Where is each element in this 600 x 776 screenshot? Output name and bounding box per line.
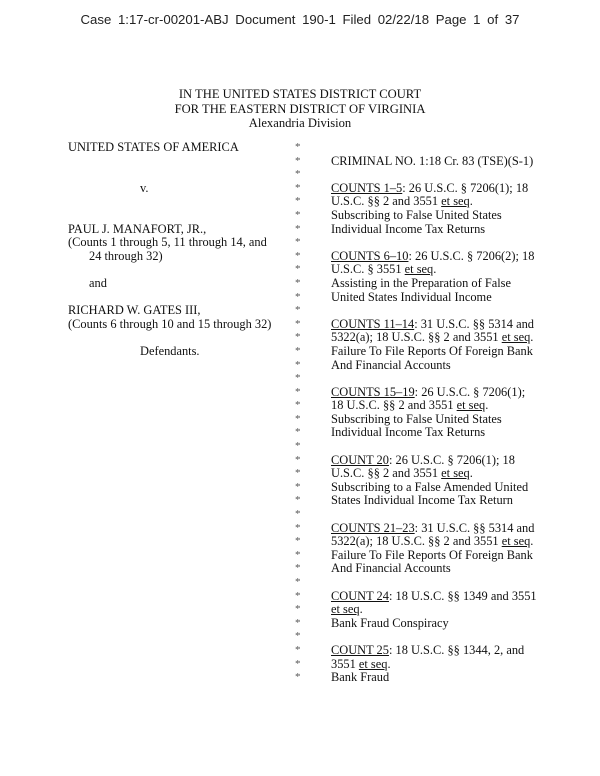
caption-row	[0, 236, 600, 250]
charge-segment: U.S.C. §§ 2 and 3551	[331, 194, 442, 209]
charge-segment: 5322(a); 18 U.S.C. §§ 2 and 3551	[331, 534, 502, 549]
caption-row	[0, 549, 600, 563]
party-text: 24 through 32)	[89, 248, 163, 263]
charge-text	[331, 263, 436, 277]
charge-segment: 5322(a); 18 U.S.C. §§ 2 and 3551	[331, 330, 502, 345]
caption-row	[0, 630, 600, 644]
charge-text	[331, 549, 533, 563]
caption-row	[0, 250, 600, 264]
charge-text	[331, 399, 488, 413]
asterisk-divider: *	[295, 616, 301, 629]
charge-text	[331, 291, 492, 305]
charge-text	[331, 250, 534, 264]
asterisk-divider: *	[295, 521, 301, 534]
asterisk-divider: *	[295, 290, 301, 303]
asterisk-divider: *	[295, 168, 301, 181]
charge-segment: 3551	[331, 656, 359, 671]
charge-segment: : 26 U.S.C. § 7206(1); 18	[388, 452, 515, 467]
underlined-citation: COUNT 24	[331, 588, 389, 603]
asterisk-divider: *	[295, 426, 301, 439]
charge-text	[331, 644, 524, 658]
charge-text	[331, 658, 391, 672]
charge-segment: Assisting in the Preparation of False	[331, 275, 511, 290]
underlined-citation: et seq	[331, 602, 360, 617]
asterisk-divider: *	[295, 589, 301, 602]
caption-row	[0, 671, 600, 685]
asterisk-divider: *	[295, 412, 301, 425]
charge-text	[331, 535, 533, 549]
asterisk-divider: *	[295, 548, 301, 561]
caption-row	[0, 413, 600, 427]
charge-segment: CRIMINAL NO. 1:18 Cr. 83 (TSE)(S-1)	[331, 153, 534, 168]
party-text: Defendants.	[140, 343, 200, 358]
charge-segment: Subscribing to a False Amended United	[331, 479, 529, 494]
charge-segment: 18 U.S.C. §§ 2 and 3551	[331, 398, 457, 413]
asterisk-divider: *	[295, 331, 301, 344]
charge-segment: .	[469, 194, 473, 209]
charge-text	[331, 494, 513, 508]
charge-text	[331, 386, 525, 400]
charge-segment: : 31 U.S.C. §§ 5314 and	[414, 520, 535, 535]
charge-text	[331, 182, 528, 196]
court-name: IN THE UNITED STATES DISTRICT COURT	[178, 87, 422, 101]
case-caption-table	[0, 141, 600, 685]
caption-row	[0, 304, 600, 318]
asterisk-divider: *	[295, 535, 301, 548]
court-district: FOR THE EASTERN DISTRICT OF VIRGINIA	[174, 101, 426, 116]
party-text: UNITED STATES OF AMERICA	[68, 140, 239, 154]
asterisk-divider: *	[295, 453, 301, 466]
charge-segment: And Financial Accounts	[331, 561, 451, 576]
caption-row	[0, 182, 600, 196]
underlined-citation: COUNTS 15–19	[331, 384, 415, 399]
asterisk-divider: *	[295, 643, 301, 656]
charge-text	[331, 562, 451, 576]
charge-text	[331, 522, 534, 536]
asterisk-divider: *	[295, 317, 301, 330]
asterisk-divider: *	[295, 372, 301, 385]
charge-segment: : 18 U.S.C. §§ 1344, 2, and	[388, 642, 525, 657]
underlined-citation: COUNT 25	[331, 642, 389, 657]
charge-segment: Individual Income Tax Returns	[331, 425, 486, 440]
asterisk-divider: *	[295, 249, 301, 262]
caption-row	[0, 399, 600, 413]
charge-text	[331, 413, 502, 427]
caption-row	[0, 590, 600, 604]
caption-row	[0, 168, 600, 182]
asterisk-divider: *	[295, 467, 301, 480]
asterisk-divider: *	[295, 154, 301, 167]
charge-segment: .	[469, 466, 473, 481]
charge-text	[331, 359, 451, 373]
asterisk-divider: *	[295, 195, 301, 208]
asterisk-divider: *	[295, 657, 301, 670]
underlined-citation: COUNT 20	[331, 452, 389, 467]
asterisk-divider: *	[295, 263, 301, 276]
caption-row	[0, 658, 600, 672]
charge-segment: .	[530, 534, 534, 549]
asterisk-divider: *	[295, 508, 301, 521]
asterisk-divider: *	[295, 385, 301, 398]
caption-row	[0, 562, 600, 576]
party-text: RICHARD W. GATES III,	[68, 303, 201, 318]
underlined-citation: et seq	[358, 656, 388, 671]
caption-row	[0, 440, 600, 454]
underlined-citation: et seq	[501, 330, 531, 345]
charge-segment: Individual Income Tax Returns	[331, 221, 486, 236]
caption-row	[0, 508, 600, 522]
charge-segment: United States Individual Income	[331, 289, 492, 304]
caption-row	[0, 318, 600, 332]
caption-row	[0, 155, 600, 169]
charge-text	[331, 426, 485, 440]
asterisk-divider: *	[295, 671, 301, 684]
charge-text	[331, 467, 473, 481]
asterisk-divider: *	[295, 304, 301, 317]
asterisk-divider: *	[295, 181, 301, 194]
caption-row	[0, 277, 600, 291]
charge-segment: And Financial Accounts	[331, 357, 451, 372]
caption-row	[0, 522, 600, 536]
charge-text	[331, 277, 511, 291]
asterisk-divider: *	[295, 236, 301, 249]
asterisk-divider: *	[295, 480, 301, 493]
caption-row	[0, 291, 600, 305]
caption-row	[0, 331, 600, 345]
charge-text	[331, 617, 449, 631]
underlined-citation: COUNTS 6–10	[331, 248, 409, 263]
underlined-citation: et seq	[501, 534, 531, 549]
charge-segment: : 26 U.S.C. § 7206(1);	[414, 384, 526, 399]
charge-segment: Subscribing to False United States	[331, 411, 502, 426]
caption-row	[0, 426, 600, 440]
charge-segment: .	[485, 398, 489, 413]
underlined-citation: et seq	[441, 194, 470, 209]
caption-row	[0, 617, 600, 631]
caption-row	[0, 372, 600, 386]
charge-text	[331, 671, 389, 685]
charge-segment: : 26 U.S.C. § 7206(1); 18	[402, 180, 529, 195]
charge-segment: U.S.C. § 3551	[331, 262, 405, 277]
court-division: Alexandria Division	[248, 116, 352, 130]
underlined-citation: et seq	[404, 262, 434, 277]
court-caption	[0, 87, 600, 131]
charge-segment: .	[387, 656, 391, 671]
asterisk-divider: *	[295, 576, 301, 588]
caption-row	[0, 386, 600, 400]
charge-segment: U.S.C. §§ 2 and 3551	[331, 466, 442, 481]
charge-segment: Subscribing to False United States	[331, 207, 502, 222]
charge-segment: Failure To File Reports Of Foreign Bank	[331, 547, 533, 562]
asterisk-divider: *	[295, 344, 301, 357]
charge-segment: Bank Fraud Conspiracy	[331, 615, 449, 630]
caption-row	[0, 223, 600, 237]
charge-text	[331, 603, 363, 617]
caption-row	[0, 576, 600, 590]
asterisk-divider: *	[295, 603, 301, 616]
charge-segment: .	[359, 602, 363, 617]
asterisk-divider: *	[295, 358, 301, 371]
asterisk-divider: *	[295, 222, 301, 235]
caption-row	[0, 644, 600, 658]
caption-row	[0, 345, 600, 359]
caption-row	[0, 454, 600, 468]
charge-segment: .	[530, 330, 534, 345]
underlined-citation: COUNTS 11–14	[331, 316, 415, 331]
charge-text	[331, 318, 534, 332]
charge-text	[331, 195, 473, 209]
asterisk-divider: *	[295, 494, 301, 507]
caption-row	[0, 603, 600, 617]
party-text: v.	[140, 180, 149, 195]
caption-row	[0, 209, 600, 223]
charge-segment: Bank Fraud	[331, 670, 390, 685]
party-text: (Counts 6 through 10 and 15 through 32)	[68, 316, 272, 331]
caption-row	[0, 494, 600, 508]
party-text: PAUL J. MANAFORT, JR.,	[68, 221, 207, 236]
charge-segment: States Individual Income Tax Return	[331, 493, 513, 508]
charge-segment: : 18 U.S.C. §§ 1349 and 3551	[388, 588, 537, 603]
caption-row	[0, 263, 600, 277]
caption-row	[0, 481, 600, 495]
charge-text	[331, 209, 502, 223]
asterisk-divider: *	[295, 141, 301, 153]
charge-text	[331, 155, 533, 169]
charge-text	[331, 331, 533, 345]
case-header: Case 1:17-cr-00201-ABJ Document 190-1 Filed 02/22/18 Page 1 of 37	[80, 12, 520, 27]
caption-row	[0, 141, 600, 155]
caption-row	[0, 195, 600, 209]
asterisk-divider: *	[295, 276, 301, 289]
asterisk-divider: *	[295, 440, 301, 453]
caption-row	[0, 535, 600, 549]
asterisk-divider: *	[295, 562, 301, 575]
asterisk-divider: *	[295, 208, 301, 221]
asterisk-divider: *	[295, 630, 301, 643]
charge-segment: : 26 U.S.C. § 7206(2); 18	[408, 248, 535, 263]
charge-segment: : 31 U.S.C. §§ 5314 and	[414, 316, 534, 331]
charge-text	[331, 590, 537, 604]
charge-text	[331, 345, 533, 359]
party-text: (Counts 1 through 5, 11 through 14, and	[68, 235, 267, 250]
charge-text	[331, 481, 528, 495]
underlined-citation: COUNTS 1–5	[331, 180, 403, 195]
caption-row	[0, 467, 600, 481]
asterisk-divider: *	[295, 399, 301, 412]
caption-row	[0, 359, 600, 373]
charge-segment: .	[433, 262, 437, 277]
charge-segment: Failure To File Reports Of Foreign Bank	[331, 343, 533, 358]
charge-text	[331, 454, 515, 468]
underlined-citation: COUNTS 21–23	[331, 520, 415, 535]
party-text: and	[89, 275, 107, 290]
underlined-citation: et seq	[441, 466, 470, 481]
charge-text	[331, 223, 485, 237]
underlined-citation: et seq	[456, 398, 486, 413]
